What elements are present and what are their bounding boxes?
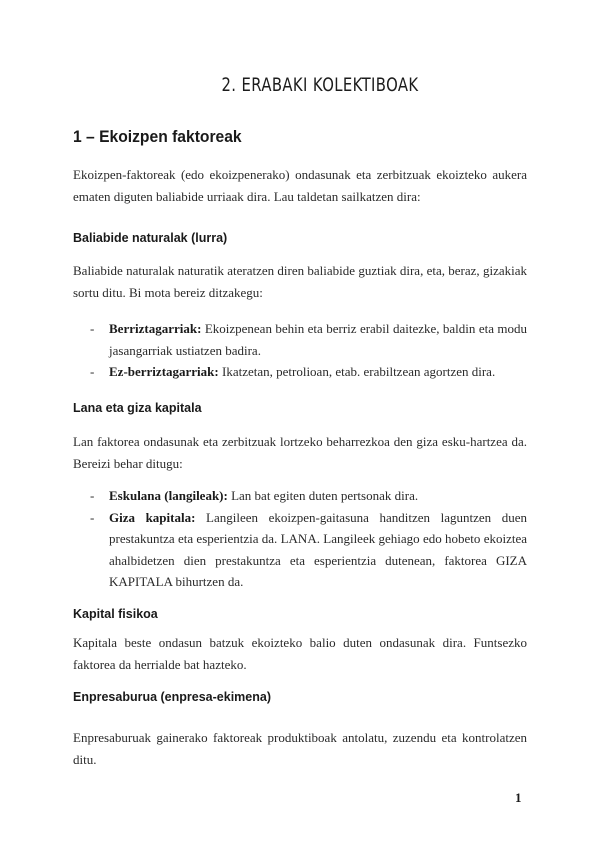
page-number: 1 — [515, 790, 522, 805]
list-item-text: Ekoizpenean behin eta berriz erabil daitezke, baldin eta modu jasangarriak ustiatzen badira. — [109, 321, 527, 358]
natural-resources-list — [73, 318, 527, 383]
section-heading: 1 – Ekoizpen faktoreak — [73, 127, 242, 146]
list-item-term: Giza kapitala: — [109, 509, 196, 525]
list-item — [73, 318, 527, 361]
bullet-dash: - — [90, 488, 95, 503]
list-item-text: Ikatzetan, petrolioan, etab. erabiltzean agortzen dira. — [218, 364, 496, 379]
bullet-dash: - — [90, 364, 95, 379]
intro-paragraph: Ekoizpen-faktoreak (edo ekoizpenerako) ondasunak eta zerbitzuak ekoizteko aukera ematen diguten baliabide urriaak dira. Lau taldetan sailkatzen dira: — [73, 167, 527, 204]
labour-list — [73, 485, 527, 593]
capital-paragraph: Kapitala beste ondasun batzuk ekoizteko balio duten ondasunak dira. Funtsezko faktorea da herrialde bat hazteko. — [73, 635, 527, 672]
page-title: 2. ERABAKI KOLEKTIBOAK — [221, 74, 419, 96]
list-item — [73, 361, 527, 383]
list-item — [73, 507, 527, 593]
bullet-dash: - — [90, 509, 95, 525]
capital-heading: Kapital fisikoa — [73, 607, 158, 621]
list-item-term: Eskulana (langileak): — [109, 488, 228, 503]
list-item-term: Ez-berriztagarriak: — [109, 364, 219, 379]
natural-resources-paragraph: Baliabide naturalak naturatik ateratzen diren baliabide guztiak dira, eta, beraz, gizakiak sortu ditu. Bi mota bereiz ditzakegu: — [73, 263, 527, 300]
enterprise-heading: Enpresaburua (enpresa-ekimena) — [73, 690, 271, 704]
labour-heading: Lana eta giza kapitala — [73, 401, 202, 415]
list-item-term: Berriztagarriak: — [109, 321, 202, 336]
list-item — [73, 485, 527, 507]
list-item-text: Lan bat egiten duten pertsonak dira. — [227, 488, 419, 503]
enterprise-paragraph: Enpresaburuak gainerako faktoreak produktiboak antolatu, zuzendu eta kontrolatzen ditu. — [73, 730, 527, 767]
natural-resources-heading: Baliabide naturalak (lurra) — [73, 231, 228, 245]
bullet-dash: - — [90, 321, 95, 336]
list-item-text: Langileen ekoizpen-gaitasuna handitzen laguntzen duen prestakuntza eta esperientzia da. LANA. Langileek gehiago edo hobeto ekoiztea ahalbidetzen dien prestakuntza eta esperientzia dutenean, faktorea GIZA KAPITALA bihurtzen da. — [109, 509, 527, 589]
labour-paragraph: Lan faktorea ondasunak eta zerbitzuak lortzeko beharrezkoa den giza esku-hartzea da. Bereizi behar ditugu: — [73, 434, 527, 471]
